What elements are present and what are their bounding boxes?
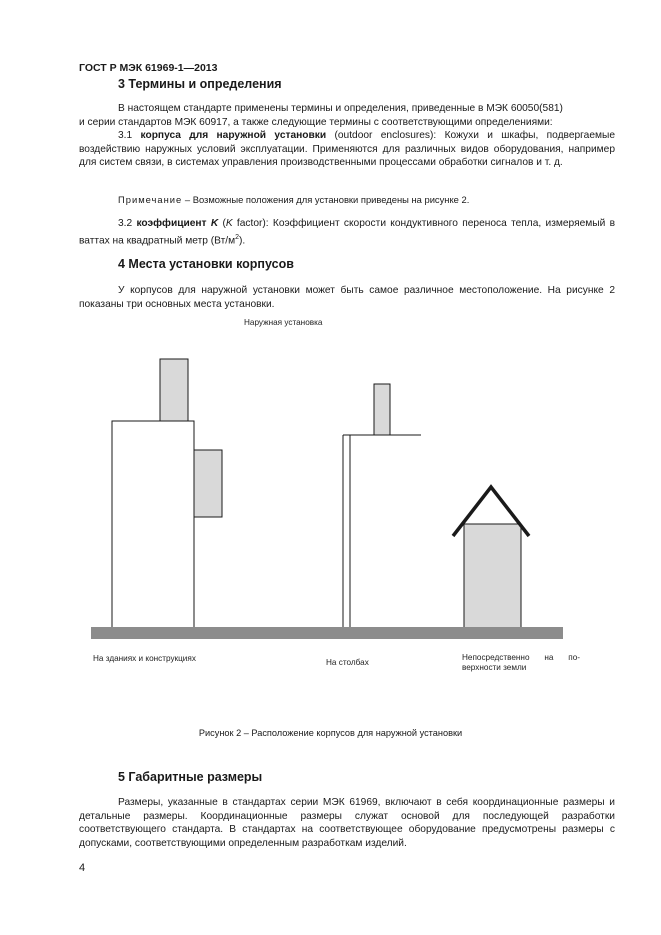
ground-strip <box>91 627 563 639</box>
term-3-2-symbol-2: K <box>225 218 233 229</box>
label-ground-line-2: верхности земли <box>462 663 527 672</box>
section-5-text: Размеры, указанные в стандартах серии МЭК 61969, включают в себя координационные размеры и детальные размеры. Координационные размеры служат основой для последующей разработки соответствующего стандарта. В стандартах на соответствующее оборудование предусмотрены размеры с допусками, соответствующими определенным разработкам изделий. <box>79 797 615 850</box>
section-5-title: 5 Габаритные размеры <box>118 770 263 784</box>
pole-enclosure <box>374 384 390 435</box>
section-3-title: 3 Термины и определения <box>118 77 282 91</box>
note-label: Примечание <box>118 194 183 205</box>
document-header: ГОСТ Р МЭК 61969-1—2013 <box>79 62 218 74</box>
figure-caption: Рисунок 2 – Расположение корпусов для наружной установки <box>198 728 463 738</box>
label-poles: На столбах <box>326 658 369 667</box>
label-buildings: На зданиях и конструкциях <box>93 654 196 663</box>
building-roof-enclosure <box>160 359 188 421</box>
term-3-2-superscript: 2 <box>235 233 240 241</box>
term-3-2-symbol: K <box>210 218 219 229</box>
term-3-2-number: 3.2 <box>118 218 137 229</box>
term-3-1-definition: (outdoor enclosures): Кожухи и шкафы, подвергаемые воздействию наружных условий эксплуатации. Применяются для различных видов оборудования, например для систем связи, в системах управления производственными процессами обработки сигналов и т. д. <box>79 130 615 169</box>
term-3-2-term: коэффициент <box>136 218 211 229</box>
term-3-2-end: ). <box>239 235 246 247</box>
page-number: 4 <box>79 862 86 874</box>
term-3-1-number: 3.1 <box>118 130 141 141</box>
term-3-2-definition: factor): Коэффициент скорости кондуктивного переноса тепла, измеряемый в ваттах на квадратный метр (Вт/м <box>79 218 615 247</box>
term-3-1-term: корпуса для наружной установки <box>140 130 327 141</box>
note-text: – Возможные положения для установки приведены на рисунке 2. <box>182 194 470 205</box>
figure-top-label: Наружная установка <box>244 318 323 327</box>
section-4-title: 4 Места установки корпусов <box>118 257 294 271</box>
section-4-text: У корпусов для наружной установки может быть самое различное местоположение. На рисунке 2 показаны три основных места установки. <box>79 285 615 310</box>
term-3-2-paren: ( <box>218 218 226 229</box>
section-5-paragraph <box>79 796 615 851</box>
intro-line-1: В настоящем стандарте применены термины и определения, приведенные в МЭК 60050(581) <box>118 103 563 114</box>
label-ground-line-1: Непосредственно на по- <box>462 653 580 662</box>
ground-enclosure <box>464 524 521 629</box>
building-wall-enclosure <box>194 450 222 517</box>
building-outline <box>112 421 194 629</box>
intro-line-2: и серии стандартов МЭК 60917, а также следующие термины с соответствующими определениями: <box>79 116 553 128</box>
